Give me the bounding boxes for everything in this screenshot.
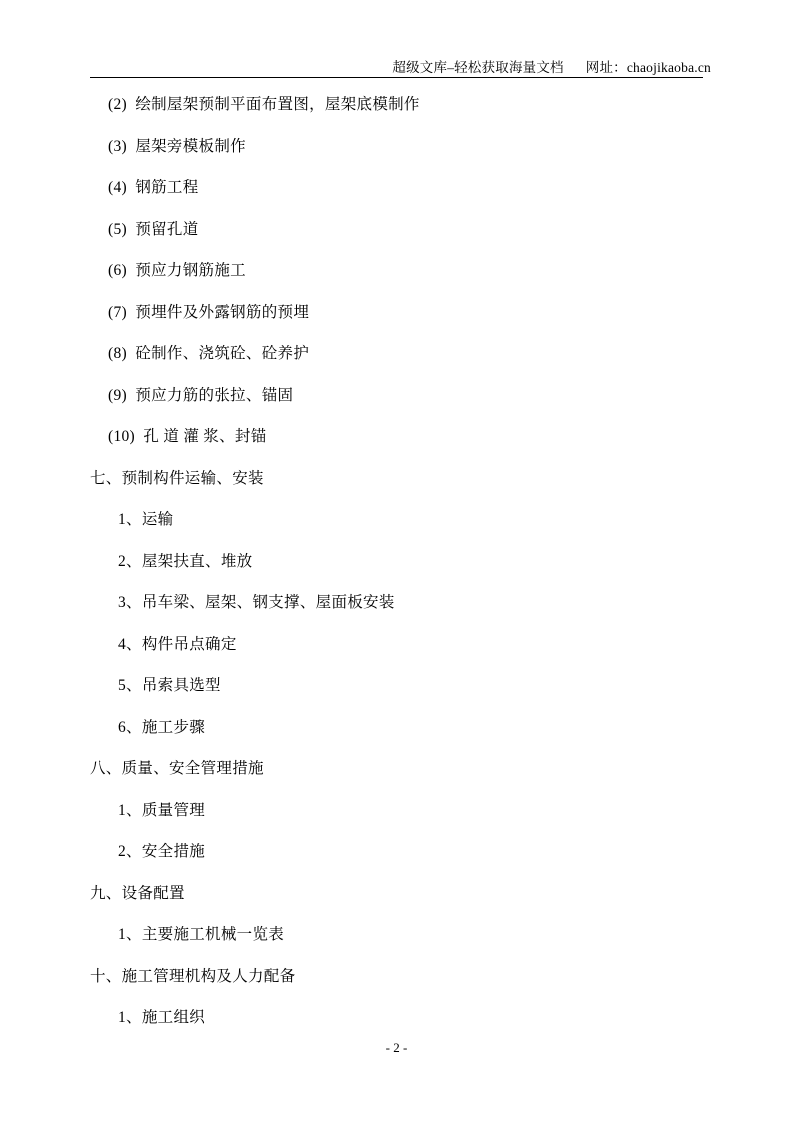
document-line: (6) 预应力钢筋施工	[108, 262, 246, 279]
document-line: 2、屋架扶直、堆放	[118, 552, 253, 570]
document-line: (7) 预埋件及外露钢筋的预埋	[108, 303, 310, 321]
page-header	[0, 56, 793, 76]
document-line: 九、设备配置	[90, 884, 185, 902]
header-url: 网址：chaojikaoba.cn	[585, 60, 711, 75]
document-line: 4、构件吊点确定	[118, 635, 237, 653]
page-footer	[0, 1040, 793, 1056]
document-body	[90, 84, 710, 1039]
document-line: 3、吊车梁、屋架、钢支撑、屋面板安装	[118, 594, 395, 611]
document-line: 1、主要施工机械一览表	[118, 926, 285, 943]
document-line: 十、施工管理机构及人力配备	[90, 967, 296, 985]
document-line: 1、运输	[118, 511, 174, 528]
document-line: (3) 屋架旁模板制作	[108, 137, 246, 155]
header-divider	[90, 77, 703, 78]
page-number: - 2 -	[385, 1040, 408, 1055]
document-line: 2、安全措施	[118, 843, 206, 860]
document-line: 1、质量管理	[118, 801, 206, 819]
document-line: 6、施工步骤	[118, 718, 206, 736]
document-line: 1、施工组织	[118, 1009, 206, 1026]
document-line: 八、质量、安全管理措施	[90, 760, 264, 777]
document-line: (5) 预留孔道	[108, 220, 199, 238]
header-site-name: 超级文库–轻松获取海量文档	[392, 60, 564, 75]
document-line: (10) 孔 道 灌 浆、封锚	[108, 428, 267, 445]
document-line: 5、吊索具选型	[118, 677, 221, 694]
document-line: (9) 预应力筋的张拉、锚固	[108, 386, 294, 404]
document-line: (2) 绘制屋架预制平面布置图，屋架底模制作	[108, 96, 420, 113]
document-line: (8) 砼制作、浇筑砼、砼养护	[108, 345, 310, 362]
document-line: (4) 钢筋工程	[108, 179, 199, 196]
document-line: 七、预制构件运输、安装	[90, 469, 264, 487]
